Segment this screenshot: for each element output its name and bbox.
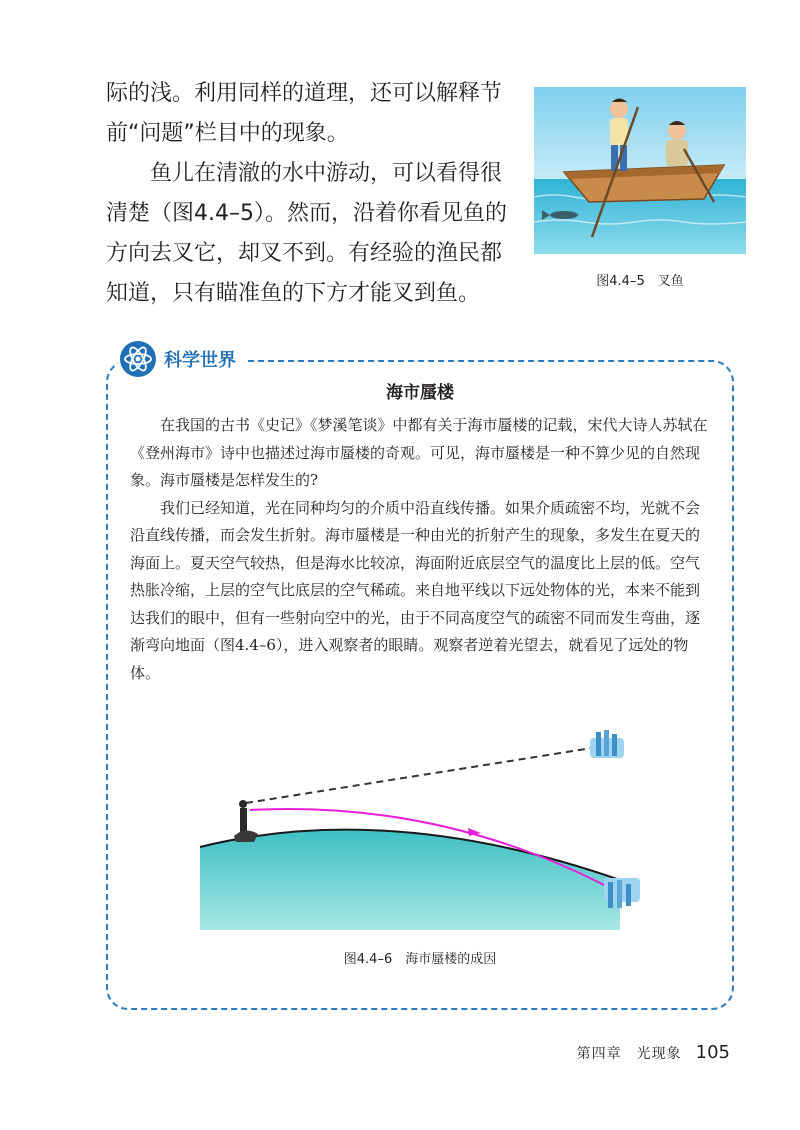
science-world-badge xyxy=(118,340,246,378)
distant-object xyxy=(604,878,640,908)
page-number: 105 xyxy=(695,1042,730,1063)
figure-4-4-5-caption: 图4.4–5 叉鱼 xyxy=(596,274,684,289)
atom-icon xyxy=(118,340,158,378)
observer-figure xyxy=(234,800,258,842)
page-footer xyxy=(577,1042,730,1063)
sea-surface xyxy=(200,830,620,930)
mirage-paragraph-2: 我们已经知道，光在同种均匀的介质中沿直线传播。如果介质疏密不均，光就不会沿直线传播，而会发生折射。海市蜃楼是一种由光的折射产生的现象，多发生在夏天的海面上。夏天空气较热，但是海水比较凉，海面附近底层空气的温度比上层的低。空气热胀冷缩，上层的空气比底层的空气稀疏。来自地平线以下远处物体的光，本来不能到达我们的眼中，但有一些射向空中的光，由于不同高度空气的疏密不同而发生弯曲，逐渐弯向地面（图4.4–6），进入观察者的眼睛。观察者逆着光望去，就看见了远处的物体。 xyxy=(130,498,701,682)
sight-line xyxy=(246,748,592,803)
mirage-text xyxy=(130,412,710,687)
fishing-boat-illustration xyxy=(534,87,746,254)
mirage-image xyxy=(590,730,624,758)
mirage-paragraph-1: 在我国的古书《史记》《梦溪笔谈》中都有关于海市蜃楼的记载，宋代大诗人苏轼在《登州海市》诗中也描述过海市蜃楼的奇观。可见，海市蜃楼是一种不算少见的自然现象。海市蜃楼是怎样发生的? xyxy=(130,416,708,489)
figure-4-4-6-caption: 图4.4–6 海市蜃楼的成因 xyxy=(343,952,497,967)
mirage-title: 海市蜃楼 xyxy=(386,383,454,403)
main-paragraph-1: 际的浅。利用同样的道理，还可以解释节前“问题”栏目中的现象。 xyxy=(106,81,503,146)
main-paragraph-2: 鱼儿在清澈的水中游动，可以看得很清楚（图4.4–5）。然而，沿着你看见鱼的方向去叉它，却叉不到。有经验的渔民都知道，只有瞄准鱼的下方才能叉到鱼。 xyxy=(106,161,507,306)
mirage-diagram xyxy=(190,730,670,930)
science-world-label: 科学世界 xyxy=(164,350,236,371)
main-text xyxy=(106,74,516,314)
chapter-title: 第四章 光现象 xyxy=(576,1046,682,1062)
